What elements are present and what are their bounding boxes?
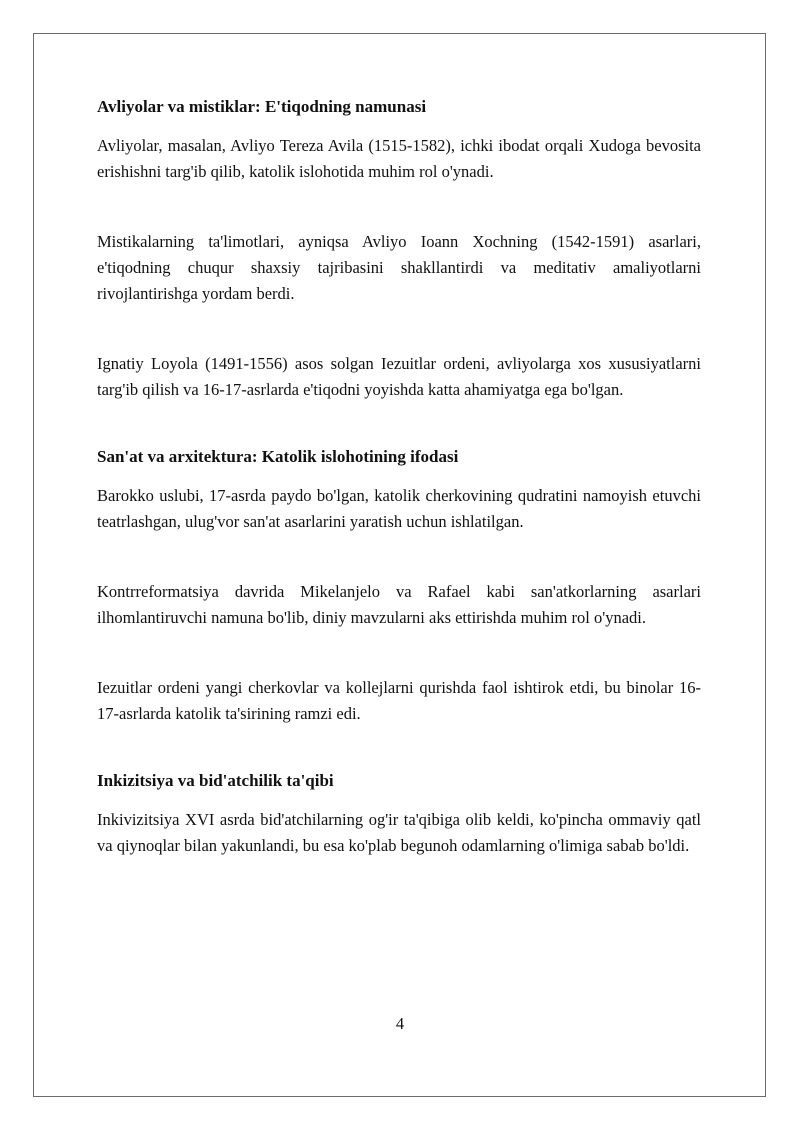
page-number: 4 <box>395 1014 405 1033</box>
paragraph: Avliyolar, masalan, Avliyo Tereza Avila (1515-1582), ichki ibodat orqali Xudoga bevosita erishishni targ'ib qilib, katolik islohotida muhim rol o'ynadi. <box>97 136 701 181</box>
paragraph: Ignatiy Loyola (1491-1556) asos solgan Iezuitlar ordeni, avliyolarga xos xususiyatlarni targ'ib qilish va 16-17-asrlarda e'tiqodni yoyishda katta ahamiyatga ega bo'lgan. <box>97 354 701 399</box>
paragraph: Iezuitlar ordeni yangi cherkovlar va kollejlarni qurishda faol ishtirok etdi, bu binolar 16-17-asrlarda katolik ta'sirining ramzi edi. <box>97 678 701 723</box>
section-heading: San'at va arxitektura: Katolik islohotining ifodasi <box>97 447 459 466</box>
paragraph: Kontrreformatsiya davrida Mikelanjelo va Rafael kabi san'atkorlarning asarlari ilhomlantiruvchi namuna bo'lib, diniy mavzularni aks ettirishda muhim rol o'ynadi. <box>97 582 701 627</box>
section-inquisition <box>97 768 701 859</box>
paragraph: Barokko uslubi, 17-asrda paydo bo'lgan, katolik cherkovining qudratini namoyish etuvchi teatrlashgan, ulug'vor san'at asarlarini yaratish uchun ishlatilgan. <box>97 486 701 531</box>
section-heading: Inkizitsiya va bid'atchilik ta'qibi <box>97 771 334 790</box>
section-heading: Avliyolar va mistiklar: E'tiqodning namunasi <box>97 97 427 116</box>
section-saints <box>97 94 701 403</box>
paragraph: Mistikalarning ta'limotlari, ayniqsa Avliyo Ioann Xochning (1542-1591) asarlari, e'tiqodning chuqur shaxsiy tajribasini shakllantirdi va meditativ amaliyotlarni rivojlantirishga yordam berdi. <box>97 232 701 303</box>
section-art <box>97 444 701 727</box>
paragraph: Inkivizitsiya XVI asrda bid'atchilarning og'ir ta'qibiga olib keldi, ko'pincha ommaviy qatl va qiynoqlar bilan yakunlandi, bu esa ko'plab begunoh odamlarning o'limiga sabab bo'ldi. <box>97 810 701 855</box>
document-body <box>97 94 701 859</box>
